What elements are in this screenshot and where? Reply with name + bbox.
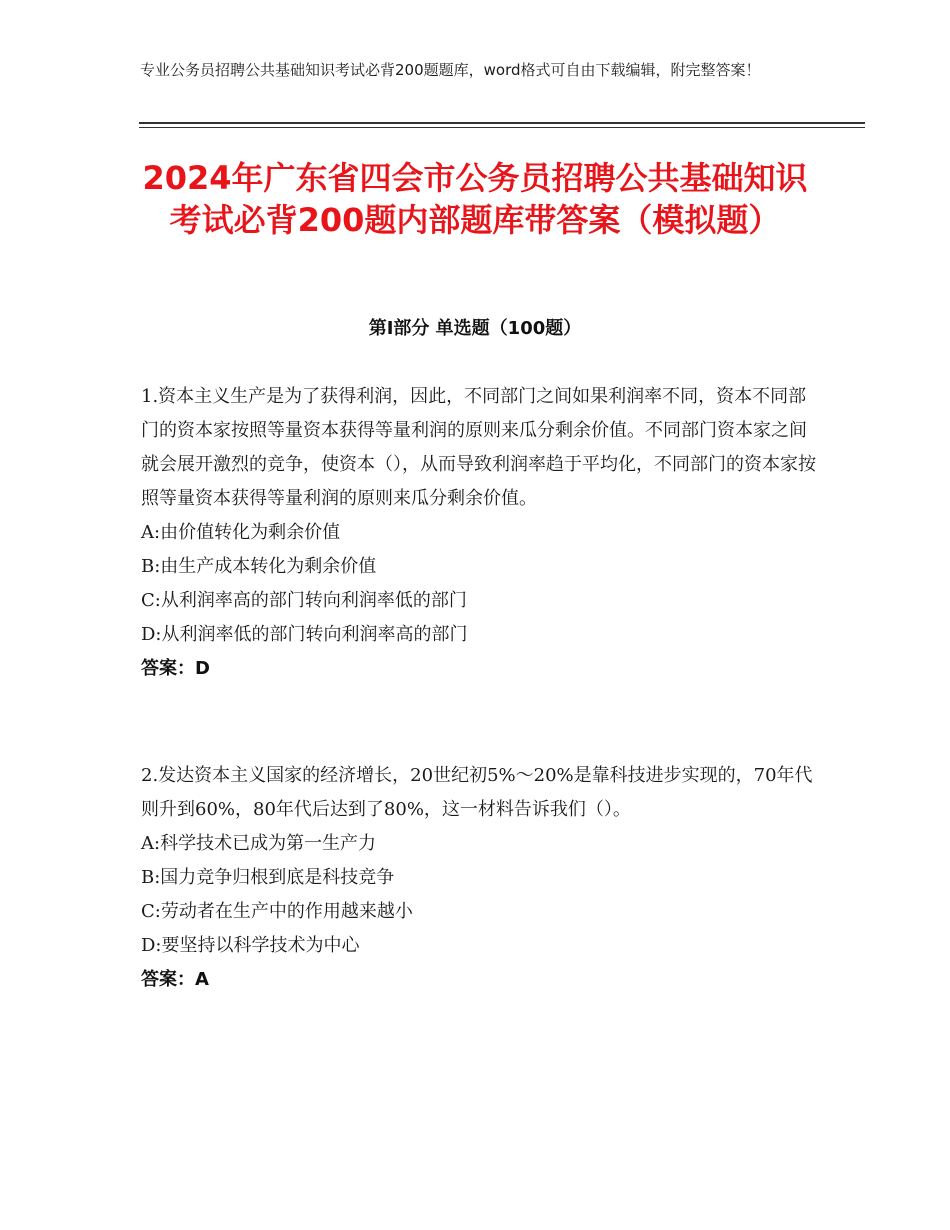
option-a: A:由价值转化为剩余价值 <box>141 522 341 543</box>
question-stem: 2.发达资本主义国家的经济增长，20世纪初5%～20%是靠科技进步实现的，70年代则升到60%，80年代后达到了80%，这一材料告诉我们（）。 <box>141 765 813 820</box>
answer: 答案：A <box>141 969 209 990</box>
answer: 答案：D <box>141 658 210 679</box>
question-stem: 1.资本主义生产是为了获得利润，因此，不同部门之间如果利润率不同，资本不同部门的资本家按照等量资本获得等量利润的原则来瓜分剩余价值。不同部门资本家之间就会展开激烈的竞争，使资本（），从而导致利润率趋于平均化，不同部门的资本家按照等量资本获得等量利润的原则来瓜分剩余价值。 <box>141 386 816 509</box>
header-divider-thin <box>139 127 865 128</box>
document-title: 2024年广东省四会市公务员招聘公共基础知识考试必背200题内部题库带答案（模拟题） <box>142 159 808 239</box>
question-1 <box>141 380 821 686</box>
option-d: D:要坚持以科学技术为中心 <box>141 935 360 956</box>
question-2 <box>141 759 821 997</box>
header-divider-thick <box>139 122 865 124</box>
section-heading: 第Ⅰ部分 单选题（100题） <box>368 318 582 339</box>
option-c: C:从利润率高的部门转向利润率低的部门 <box>141 590 467 611</box>
header-note: 专业公务员招聘公共基础知识考试必背200题题库，word格式可自由下载编辑，附完整答案！ <box>140 61 761 79</box>
option-a: A:科学技术已成为第一生产力 <box>141 833 377 854</box>
option-b: B:由生产成本转化为剩余价值 <box>141 556 377 577</box>
option-d: D:从利润率低的部门转向利润率高的部门 <box>141 624 468 645</box>
option-c: C:劳动者在生产中的作用越来越小 <box>141 901 413 922</box>
option-b: B:国力竞争归根到底是科技竞争 <box>141 867 395 888</box>
